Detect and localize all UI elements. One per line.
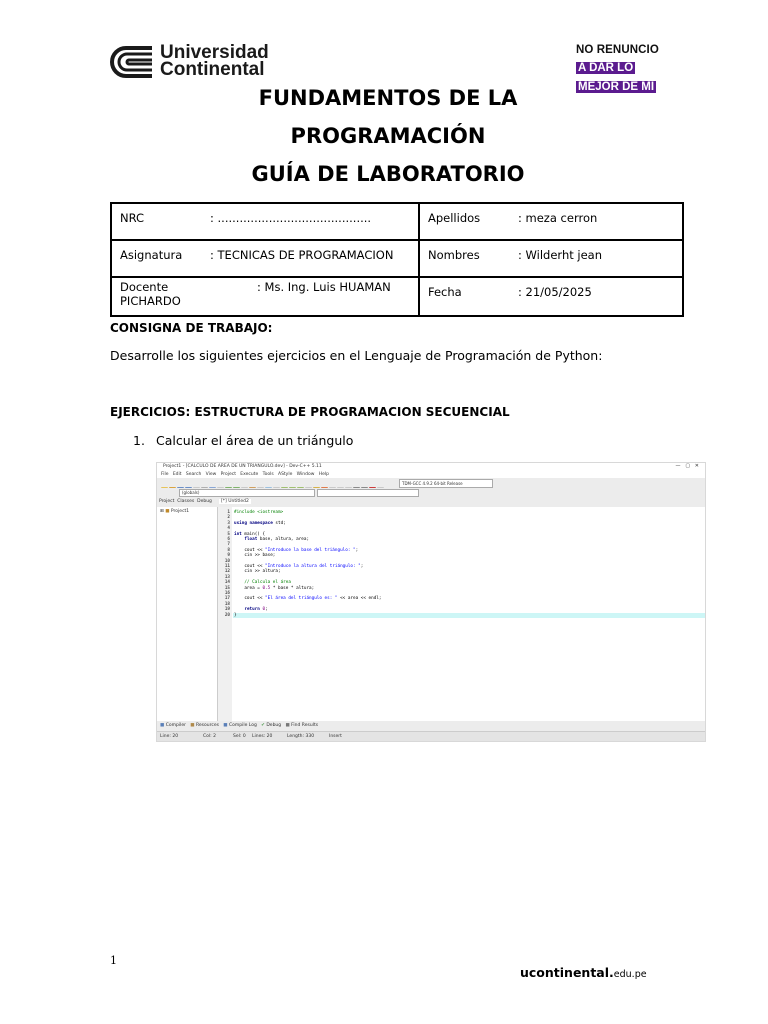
- line-number: 3: [227, 520, 230, 526]
- line-number: 19: [224, 607, 230, 613]
- line-number: 4: [227, 526, 230, 532]
- status-lines: Lines: 20: [252, 734, 273, 739]
- footer-url-suffix: edu.pe: [613, 969, 647, 980]
- exercise-number: 1.: [133, 433, 145, 448]
- code-line: cin >> base;: [234, 553, 276, 559]
- tab-find-results[interactable]: Find Results: [291, 723, 319, 728]
- footer-url: [520, 965, 647, 980]
- fecha-value: : 21/05/2025: [518, 285, 592, 299]
- bottom-panel-tabs: ■ Compiler ■ Resources ■ Compile Log ✔ Debug ■ Find Results: [157, 721, 705, 731]
- window-controls-icon[interactable]: — ▢ ✕: [675, 463, 699, 469]
- tab-compiler[interactable]: Compiler: [165, 723, 186, 728]
- current-line-highlight: [233, 613, 706, 618]
- nombres-value: : Wilderht jean: [518, 248, 602, 262]
- code-editor[interactable]: [217, 507, 706, 721]
- logo-line-1: Universidad: [160, 42, 269, 63]
- status-mode: Insert: [329, 734, 342, 739]
- code-line: }: [234, 612, 237, 618]
- menu-execute[interactable]: Execute: [240, 472, 259, 477]
- line-number: 12: [224, 569, 230, 575]
- asignatura-value: : TECNICAS DE PROGRAMACION: [210, 248, 394, 262]
- code-line: int main() {: [234, 531, 266, 537]
- line-number: 13: [224, 574, 230, 580]
- status-length: Length: 330: [287, 734, 315, 739]
- code-line: area = 0.5 * base * altura;: [234, 585, 315, 591]
- ide-title-bar: [157, 463, 705, 471]
- uc-emblem-icon: [108, 44, 156, 80]
- docente-value: : Ms. Ing. Luis HUAMAN: [257, 280, 391, 294]
- ide-toolbar-2: [157, 488, 705, 497]
- title-line-1: FUNDAMENTOS DE LA: [258, 86, 518, 110]
- nrc-value: : ..........................................: [210, 211, 372, 225]
- status-line: Line: 20: [160, 734, 179, 739]
- compiler-select[interactable]: [399, 479, 493, 488]
- menu-project[interactable]: Project: [220, 472, 236, 477]
- menu-tools[interactable]: Tools: [262, 472, 274, 477]
- code-line: cout << "Introduce la base del triángulo: ";: [234, 547, 359, 553]
- apellidos-cell: [419, 203, 683, 240]
- line-number: 2: [227, 515, 230, 521]
- ide-title: Project1 - [CALCULO DE AREA DE UN TRIANGULO.dev] - Dev-C++ 5.11: [163, 464, 322, 469]
- code-line: cin >> altura;: [234, 569, 281, 575]
- compiler-select-value: TDM-GCC 4.9.2 64-bit Release: [402, 481, 463, 486]
- line-gutter: [218, 507, 232, 721]
- side-panel-tabs: [157, 497, 217, 507]
- code-line: return 0;: [244, 607, 268, 613]
- universidad-continental-logo: [108, 42, 269, 80]
- ejercicios-heading: EJERCICIOS: ESTRUCTURA DE PROGRAMACION SECUENCIAL: [110, 405, 510, 419]
- side-tab-classes[interactable]: Classes: [177, 499, 195, 504]
- nrc-label: NRC: [120, 211, 145, 225]
- menu-astyle[interactable]: AStyle: [277, 472, 293, 477]
- menu-help[interactable]: Help: [318, 472, 329, 477]
- asignatura-label: Asignatura: [120, 248, 183, 262]
- project-tree: [157, 507, 217, 721]
- tab-compile-log[interactable]: Compile Log: [228, 723, 257, 728]
- line-number: 18: [224, 601, 230, 607]
- exercise-text: Calcular el área de un triángulo: [156, 433, 354, 448]
- slogan-line-2: A DAR LO: [578, 62, 634, 74]
- line-number: 7: [227, 542, 230, 548]
- docente-value-2: PICHARDO: [120, 294, 181, 308]
- code-line: using namespace std;: [234, 520, 286, 526]
- menu-edit[interactable]: Edit: [172, 472, 182, 477]
- footer-url-main: ucontinental.: [520, 965, 614, 980]
- globals-select[interactable]: [179, 489, 315, 497]
- student-info-table: [110, 202, 684, 317]
- docente-cell: [111, 277, 419, 316]
- slogan-line-1: NO RENUNCIO: [576, 44, 659, 56]
- code-line: #include <iostream>: [234, 510, 284, 515]
- line-number: 9: [227, 553, 230, 559]
- nombres-cell: [419, 240, 683, 277]
- code-line: // Calcula el área: [234, 580, 291, 586]
- line-number: 15: [224, 585, 230, 591]
- line-number: 20: [224, 612, 230, 618]
- menu-view[interactable]: View: [205, 472, 217, 477]
- line-number: 6: [227, 537, 230, 542]
- globals-select-value: (globals): [182, 490, 200, 495]
- consigna-text: Desarrolle los siguientes ejercicios en el Lenguaje de Programación de Python:: [110, 348, 603, 363]
- fecha-label: Fecha: [428, 285, 462, 299]
- line-number: 17: [224, 596, 230, 602]
- line-number: 14: [224, 580, 230, 586]
- tab-resources[interactable]: Resources: [195, 723, 219, 728]
- side-tab-project[interactable]: Project: [159, 499, 175, 504]
- ide-menu[interactable]: [161, 472, 329, 477]
- project-tree-item[interactable]: ⊞ ■ Project1: [160, 509, 190, 514]
- line-number: 5: [227, 531, 230, 537]
- project-item-label: Project1: [170, 509, 190, 514]
- logo-line-2: Continental: [160, 59, 265, 80]
- docente-label: Docente: [120, 280, 169, 294]
- title-line-2: PROGRAMACIÓN: [290, 124, 486, 148]
- code-line: float base, altura, area;: [244, 537, 310, 542]
- ide-toolbar-1: [157, 478, 705, 488]
- nrc-cell: [111, 203, 419, 240]
- title-line-3: GUÍA DE LABORATORIO: [251, 162, 525, 186]
- line-number: 8: [227, 547, 230, 553]
- devcpp-ide-screenshot: [156, 462, 706, 742]
- line-number: 16: [224, 591, 230, 596]
- line-number: 11: [224, 564, 230, 569]
- consigna-heading: CONSIGNA DE TRABAJO:: [110, 321, 273, 335]
- fecha-cell: [419, 277, 683, 316]
- side-tab-debug[interactable]: Debug: [197, 499, 212, 504]
- line-number: 10: [224, 558, 230, 564]
- function-select[interactable]: [317, 489, 419, 497]
- status-col: Col: 2: [203, 734, 216, 739]
- status-sel: Sel: 0: [233, 734, 246, 739]
- line-number: 1: [227, 510, 230, 515]
- apellidos-label: Apellidos: [428, 211, 481, 225]
- asignatura-cell: [111, 240, 419, 277]
- menu-search[interactable]: Search: [185, 472, 202, 477]
- editor-tab-untitled2[interactable]: [*] Untitled2: [221, 499, 249, 504]
- ide-menu-bar: [157, 471, 705, 478]
- nombres-label: Nombres: [428, 248, 480, 262]
- tab-debug[interactable]: Debug: [266, 723, 282, 728]
- apellidos-value: : meza cerron: [518, 211, 598, 225]
- status-bar: [157, 731, 705, 742]
- menu-window[interactable]: Window: [296, 472, 315, 477]
- menu-file[interactable]: File: [161, 472, 169, 477]
- code-line: cout << "El área del triángulo es: " << area << endl;: [234, 596, 382, 602]
- project-folder-icon: ■: [165, 509, 170, 514]
- editor-tabs: [217, 497, 705, 507]
- code-line: cout << "Introduce la altura del triángulo: ";: [234, 564, 364, 569]
- page-number: 1: [110, 954, 117, 967]
- slogan-line-3: MEJOR DE MÍ: [578, 81, 655, 93]
